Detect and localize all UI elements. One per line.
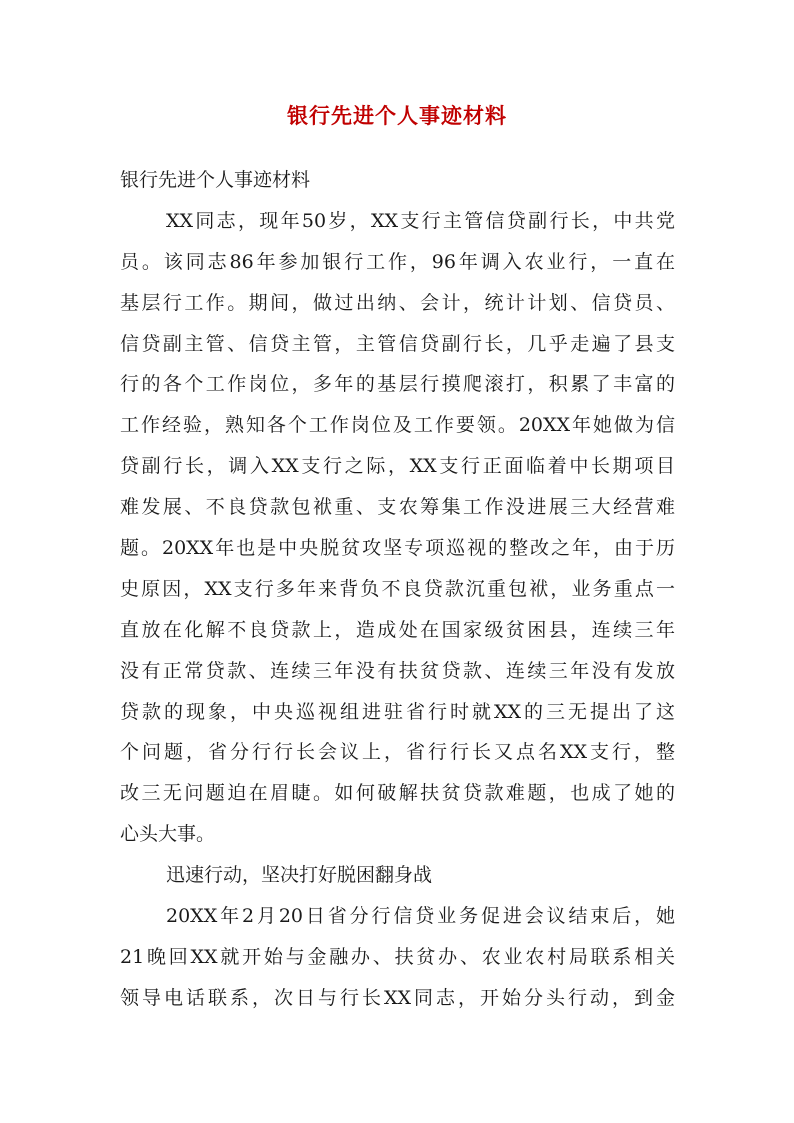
body-line: 题。20XX年也是中央脱贫攻坚专项巡视的整改之年，由于历 <box>120 537 675 560</box>
body-line: 工作经验，熟知各个工作岗位及工作要领。20XX年她做为信 <box>120 414 675 437</box>
body-line: 基层行工作。期间，做过出纳、会计，统计计划、信贷员、 <box>120 291 675 314</box>
body-line: 信贷副主管、信贷主管，主管信贷副行长，几乎走遍了县支 <box>120 332 675 355</box>
body-line: 贷款的现象，中央巡视组进驻省行时就XX的三无提出了这 <box>120 700 675 723</box>
document-title: 银行先进个人事迹材料 <box>287 103 507 128</box>
body-line: 行的各个工作岗位，多年的基层行摸爬滚打，积累了丰富的 <box>120 373 675 396</box>
body-line: 没有正常贷款、连续三年没有扶贫贷款、连续三年没有发放 <box>120 659 675 682</box>
document-body <box>120 160 675 1019</box>
body-line: 难发展、不良贷款包袱重、支农筹集工作没进展三大经营难 <box>120 496 675 519</box>
body-line: 贷副行长，调入XX支行之际，XX支行正面临着中长期项目 <box>120 455 675 478</box>
body-line: 改三无问题迫在眉睫。如何破解扶贫贷款难题，也成了她的 <box>120 782 675 805</box>
body-line: XX同志，现年50岁，XX支行主管信贷副行长，中共党 <box>166 209 675 232</box>
body-line: 个问题，省分行行长会议上，省行行长又点名XX支行，整 <box>120 741 675 764</box>
body-line: 直放在化解不良贷款上，造成处在国家级贫困县，连续三年 <box>120 618 675 641</box>
section-heading: 迅速行动，坚决打好脱困翻身战 <box>166 864 433 887</box>
body-line: 领导电话联系，次日与行长XX同志，开始分头行动，到金 <box>120 986 675 1009</box>
body-line: 21晚回XX就开始与金融办、扶贫办、农业农村局联系相关 <box>120 945 675 968</box>
body-line: 员。该同志86年参加银行工作，96年调入农业行，一直在 <box>120 250 675 273</box>
body-line: 20XX年2月20日省分行信贷业务促进会议结束后，她 <box>166 905 675 928</box>
body-line-subtitle: 银行先进个人事迹材料 <box>120 169 311 191</box>
body-line: 史原因，XX支行多年来背负不良贷款沉重包袱，业务重点一 <box>120 577 675 600</box>
body-line: 心头大事。 <box>120 823 216 846</box>
